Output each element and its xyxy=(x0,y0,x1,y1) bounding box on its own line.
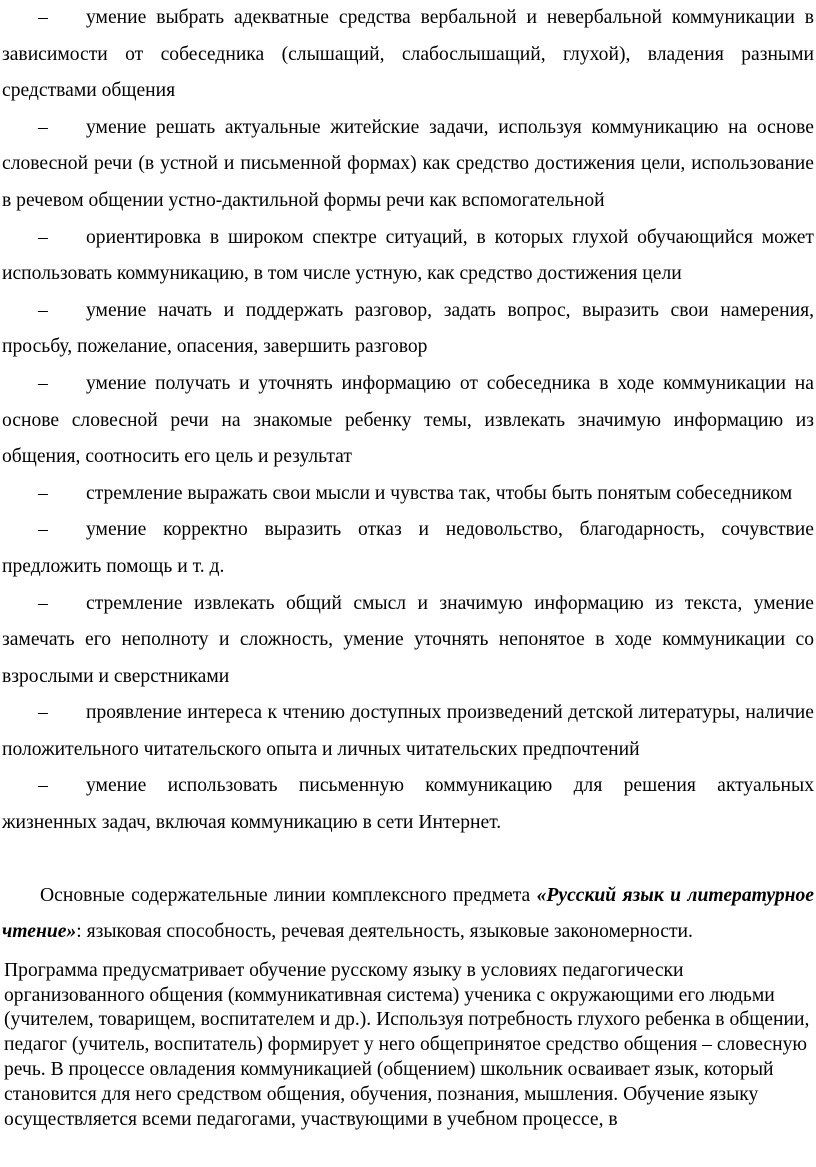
list-item xyxy=(0,0,816,110)
list-item-text: умение использовать письменную коммуникацию для решения актуальных жизненных задач, включая коммуникацию в сети Интернет. xyxy=(2,775,814,834)
list-item-text: умение решать актуальные житейские задачи, используя коммуникацию на основе словесной речи (в устной и письменной формах) как средство достижения цели, использование в речевом общении устно-дактильной формы речи как вспомогательной xyxy=(2,116,814,211)
list-item-text: стремление выражать свои мысли и чувства так, чтобы быть понятым собеседником xyxy=(86,482,793,504)
bullet-dash: – xyxy=(38,592,48,614)
list-item-text: проявление интереса к чтению доступных произведений детской литературы, наличие положительного читательского опыта и личных читательских предпочтений xyxy=(2,702,814,760)
list-item xyxy=(0,476,816,513)
content-lines-paragraph xyxy=(0,878,816,951)
list-item xyxy=(0,366,816,476)
list-item xyxy=(0,695,816,768)
bullet-dash: – xyxy=(38,226,48,248)
list-item-text: умение начать и поддержать разговор, задать вопрос, выразить свои намерения, просьбу, пожелание, опасения, завершить разговор xyxy=(2,299,814,358)
list-item-text: ориентировка в широком спектре ситуаций, в которых глухой обучающийся может использовать коммуникацию, в том числе устную, как средство достижения цели xyxy=(2,226,814,285)
content-lines-rest: : языковая способность, речевая деятельность, языковые закономерности. xyxy=(76,921,693,943)
bullet-dash: – xyxy=(38,116,48,138)
list-item-text: умение получать и уточнять информацию от собеседника в ходе коммуникации на основе словесной речи на знакомые ребенку темы, извлекать значимую информацию из общения, соотносить его цель и результат xyxy=(2,372,814,468)
bullet-dash: – xyxy=(38,7,48,28)
program-paragraph: Программа предусматривает обучение русскому языку в условиях педагогически организованного общения (коммуникативная система) ученика с окружающими его людьми (учителем, товарищем, воспитателем и др.). Используя потребность глухого ребенка в общении, педагог (учитель, воспитатель) формирует у него общепринятое средство общения – словесную речь. В процессе овладения коммуникацией (общением) школьник осваивает язык, который становится для него средством общения, обучения, познания, мышления. Обучение языку осуществляется всеми педагогами, участвующими в учебном процессе, в xyxy=(4,959,810,1130)
list-item xyxy=(0,586,816,696)
list-item xyxy=(0,110,816,220)
bullet-dash: – xyxy=(38,702,48,724)
bullet-dash: – xyxy=(38,482,48,504)
list-item xyxy=(0,512,816,585)
subject-title: «Русский язык и литературное чтение» xyxy=(2,884,814,943)
list-item-text: умение корректно выразить отказ и недовольство, благодарность, сочувствие предложить помощь и т. д. xyxy=(2,519,814,577)
bullet-dash: – xyxy=(38,299,48,321)
list-item-text: стремление извлекать общий смысл и значимую информацию из текста, умение замечать его неполноту и сложность, умение уточнять непонятое в ходе коммуникации со взрослыми и сверстниками xyxy=(2,592,814,687)
list-item xyxy=(0,768,816,841)
list-item xyxy=(0,220,816,293)
bullet-dash: – xyxy=(38,775,48,797)
list-item xyxy=(0,293,816,366)
content-lines-lead: Основные содержательные линии комплексного предмета xyxy=(40,884,537,906)
bullet-dash: – xyxy=(38,372,48,394)
bullet-dash: – xyxy=(38,519,48,541)
list-item-text: умение выбрать адекватные средства вербальной и невербальной коммуникации в зависимости от собеседника (слышащий, слабослышащий, глухой), владения разными средствами общения xyxy=(2,7,814,102)
